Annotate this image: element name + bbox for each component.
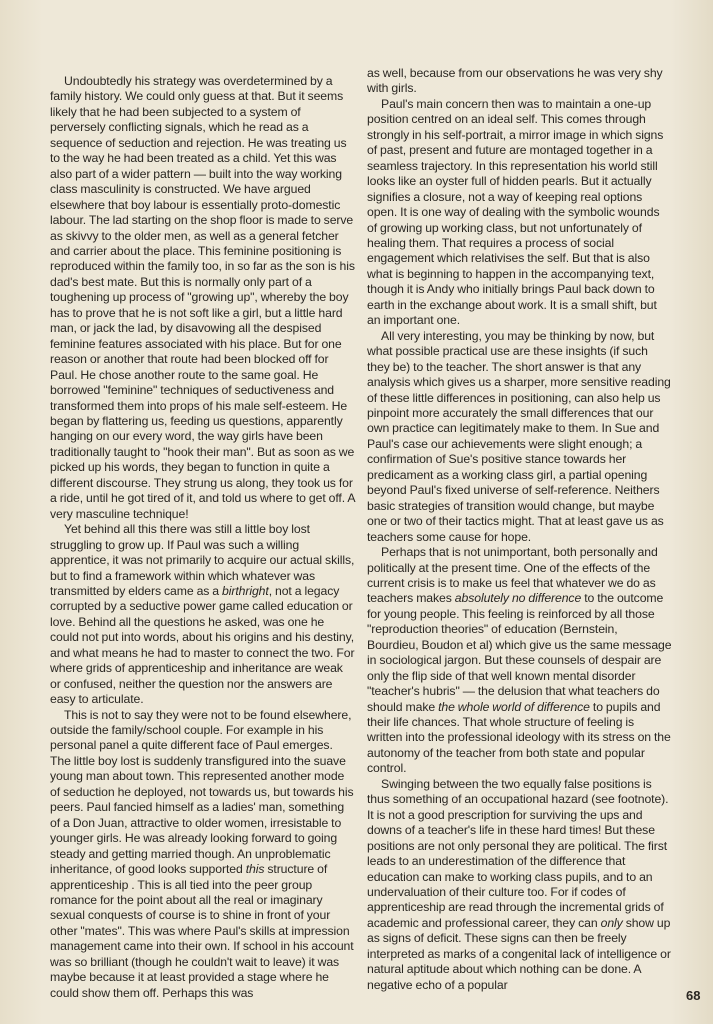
paragraph: Perhaps that is not unimportant, both personally and politically at the present time. One of the effects of the current crisis is to make us feel that whatever we do as teachers makes absolutely no difference to the outcome for young people. This feeling is reinforced by all those "reproduction theories" of education (Bernstein, Bourdieu, Boudon et al) which give us the same message in sociological jargon. But these counsels of despair are only the flip side of that well known mental disorder "teacher's hubris" — the delusion that what teachers do should make the whole world of difference to pupils and their life chances. That whole structure of feeling is written into the professional ideology with its stress on the autonomy of the teacher from both state and popular control. [367,545,672,776]
paragraph: Paul's main concern then was to maintain a one-up position centred on an ideal self. This comes through strongly in his self-portrait, a mirror image in which signs of past, present and future are montaged together in a seamless trajectory. In this representation his world still looks like an oyster full of hidden pearls. But it actually signifies a closure, not a way of keeping real options open. It is one way of dealing with the symbolic wounds of growing up working class, but not unfortunately of healing them. That requires a process of social engagement which relativises the self. But that is also what is beginning to happen in the accompanying text, though it is Andy who initially brings Paul back down to earth in the exchange about work. It is a small shift, but an important one. [367,96,664,328]
paragraph: Yet behind all this there was still a little boy lost struggling to grow up. If Paul was such a willing apprentice, it was not primarily to acquire our actual skills, but to find a framework within which whatever was transmitted by elders came as a birthright, not a legacy corrupted by a seductive power game called education or love. Behind all the questions he asked, was one he could not put into words, about his origins and his destiny, and what means he had to master to connect the two. For where grids of apprenticeship and inheritance are weak or confused, neither the question nor the answers are easy to articulate. [50,522,355,707]
left-text-column [50,74,355,1001]
emphasis: only [600,915,623,930]
paragraph: Undoubtedly his strategy was overdetermined by a family history. We could only guess at that. But it seems likely that he had been subjected to a system of perversely conflicting signals, which he read as a sequence of seduction and rejection. He was treating us to the way he had been treated as a child. Yet this was also part of a wider pattern — built into the way working class masculinity is constructed. We have argued elsewhere that boy labour is essentially proto-domestic labour. The lad starting on the shop floor is made to serve as skivvy to the older men, as well as a general fetcher and carrier about the place. This feminine positioning is reproduced within the family too, in so far as the son is his dad's best mate. But this is normally only part of a toughening up process of "growing up", whereby the boy has to prove that he is not soft like a girl, but a little hard man, or jack the lad, by disavowing all the despised feminine features associated with his place. But for one reason or another that route had been blocked off for Paul. He chose another route to the same goal. He borrowed "feminine" techniques of seductiveness and transformed them into props of his male self-esteem. He began by flattering us, feeding us questions, apparently hanging on our every word, the way girls have been traditionally taught to "hook their man". But as soon as we picked up his words, they began to function in quite a different discourse. They strung us along, they took us for a ride, until he got tired of it, and told us where to get off. A very masculine technique! [50,74,355,521]
page-number: 68 [686,988,701,1003]
paragraph: This is not to say they were not to be found elsewhere, outside the family/school couple. For example in his personal panel a quite different face of Paul emerges. The little boy lost is suddenly transfigured into the suave young man about town. This represented another mode of seduction he deployed, not towards us, but towards his peers. Paul fancied himself as a ladies' man, something of a Don Juan, attractive to older women, irresistable to younger girls. He was already looking forward to going steady and getting married though. An unproblematic inheritance, of good looks supported this structure of apprenticeship . This is all tied into the peer group romance for the point about all the real or imaginary sexual conquests of course is to shine in front of your other "mates". This was where Paul's skills at impression management came into their own. If school in his account was so brilliant (though he couldn't wait to leave) it was maybe because it at least provided a stage where he could show them off. Perhaps this was [50,707,354,1000]
paragraph-continued: as well, because from our observations he was very shy with girls. [367,66,663,96]
paragraph: All very interesting, you may be thinking by now, but what possible practical use are these insights (if such they be) to the teacher. The short answer is that any analysis which gives us a sharper, more sensitive reading of these little differences in positioning, can also help us pinpoint more accurately the small differences that our own practice can legitimately make to them. In Sue and Paul's case our achievements were slight enough; a confirmation of Sue's positive stance towards her predicament as a working class girl, a partial opening beyond Paul's fixed universe of self-reference. Neithers basic strategies of transition would change, but maybe one or two of their tactics might. That at least gave us as teachers some cause for hope. [367,328,671,544]
emphasis: this [245,862,265,877]
right-text-column [367,66,672,993]
emphasis: the whole world of difference [438,699,590,714]
paragraph: Swinging between the two equally false positions is thus something of an occupational hazard (see footnote). It is not a good prescription for surviving the ups and downs of a teacher's life in these hard times! But these positions are not only personal they are political. The first leads to an underestimation of the difference that education can make to working class pupils, and to an undervaluation of their culture too. For if codes of apprenticeship are read through the incremental grids of academic and professional career, they can only show up as signs of deficit. These signs can then be freely interpreted as marks of a congenital lack of intelligence or natural aptitude about which nothing can be done. A negative echo of a popular [367,776,671,992]
emphasis: birthright [222,583,269,598]
emphasis: absolutely no difference [454,591,582,606]
